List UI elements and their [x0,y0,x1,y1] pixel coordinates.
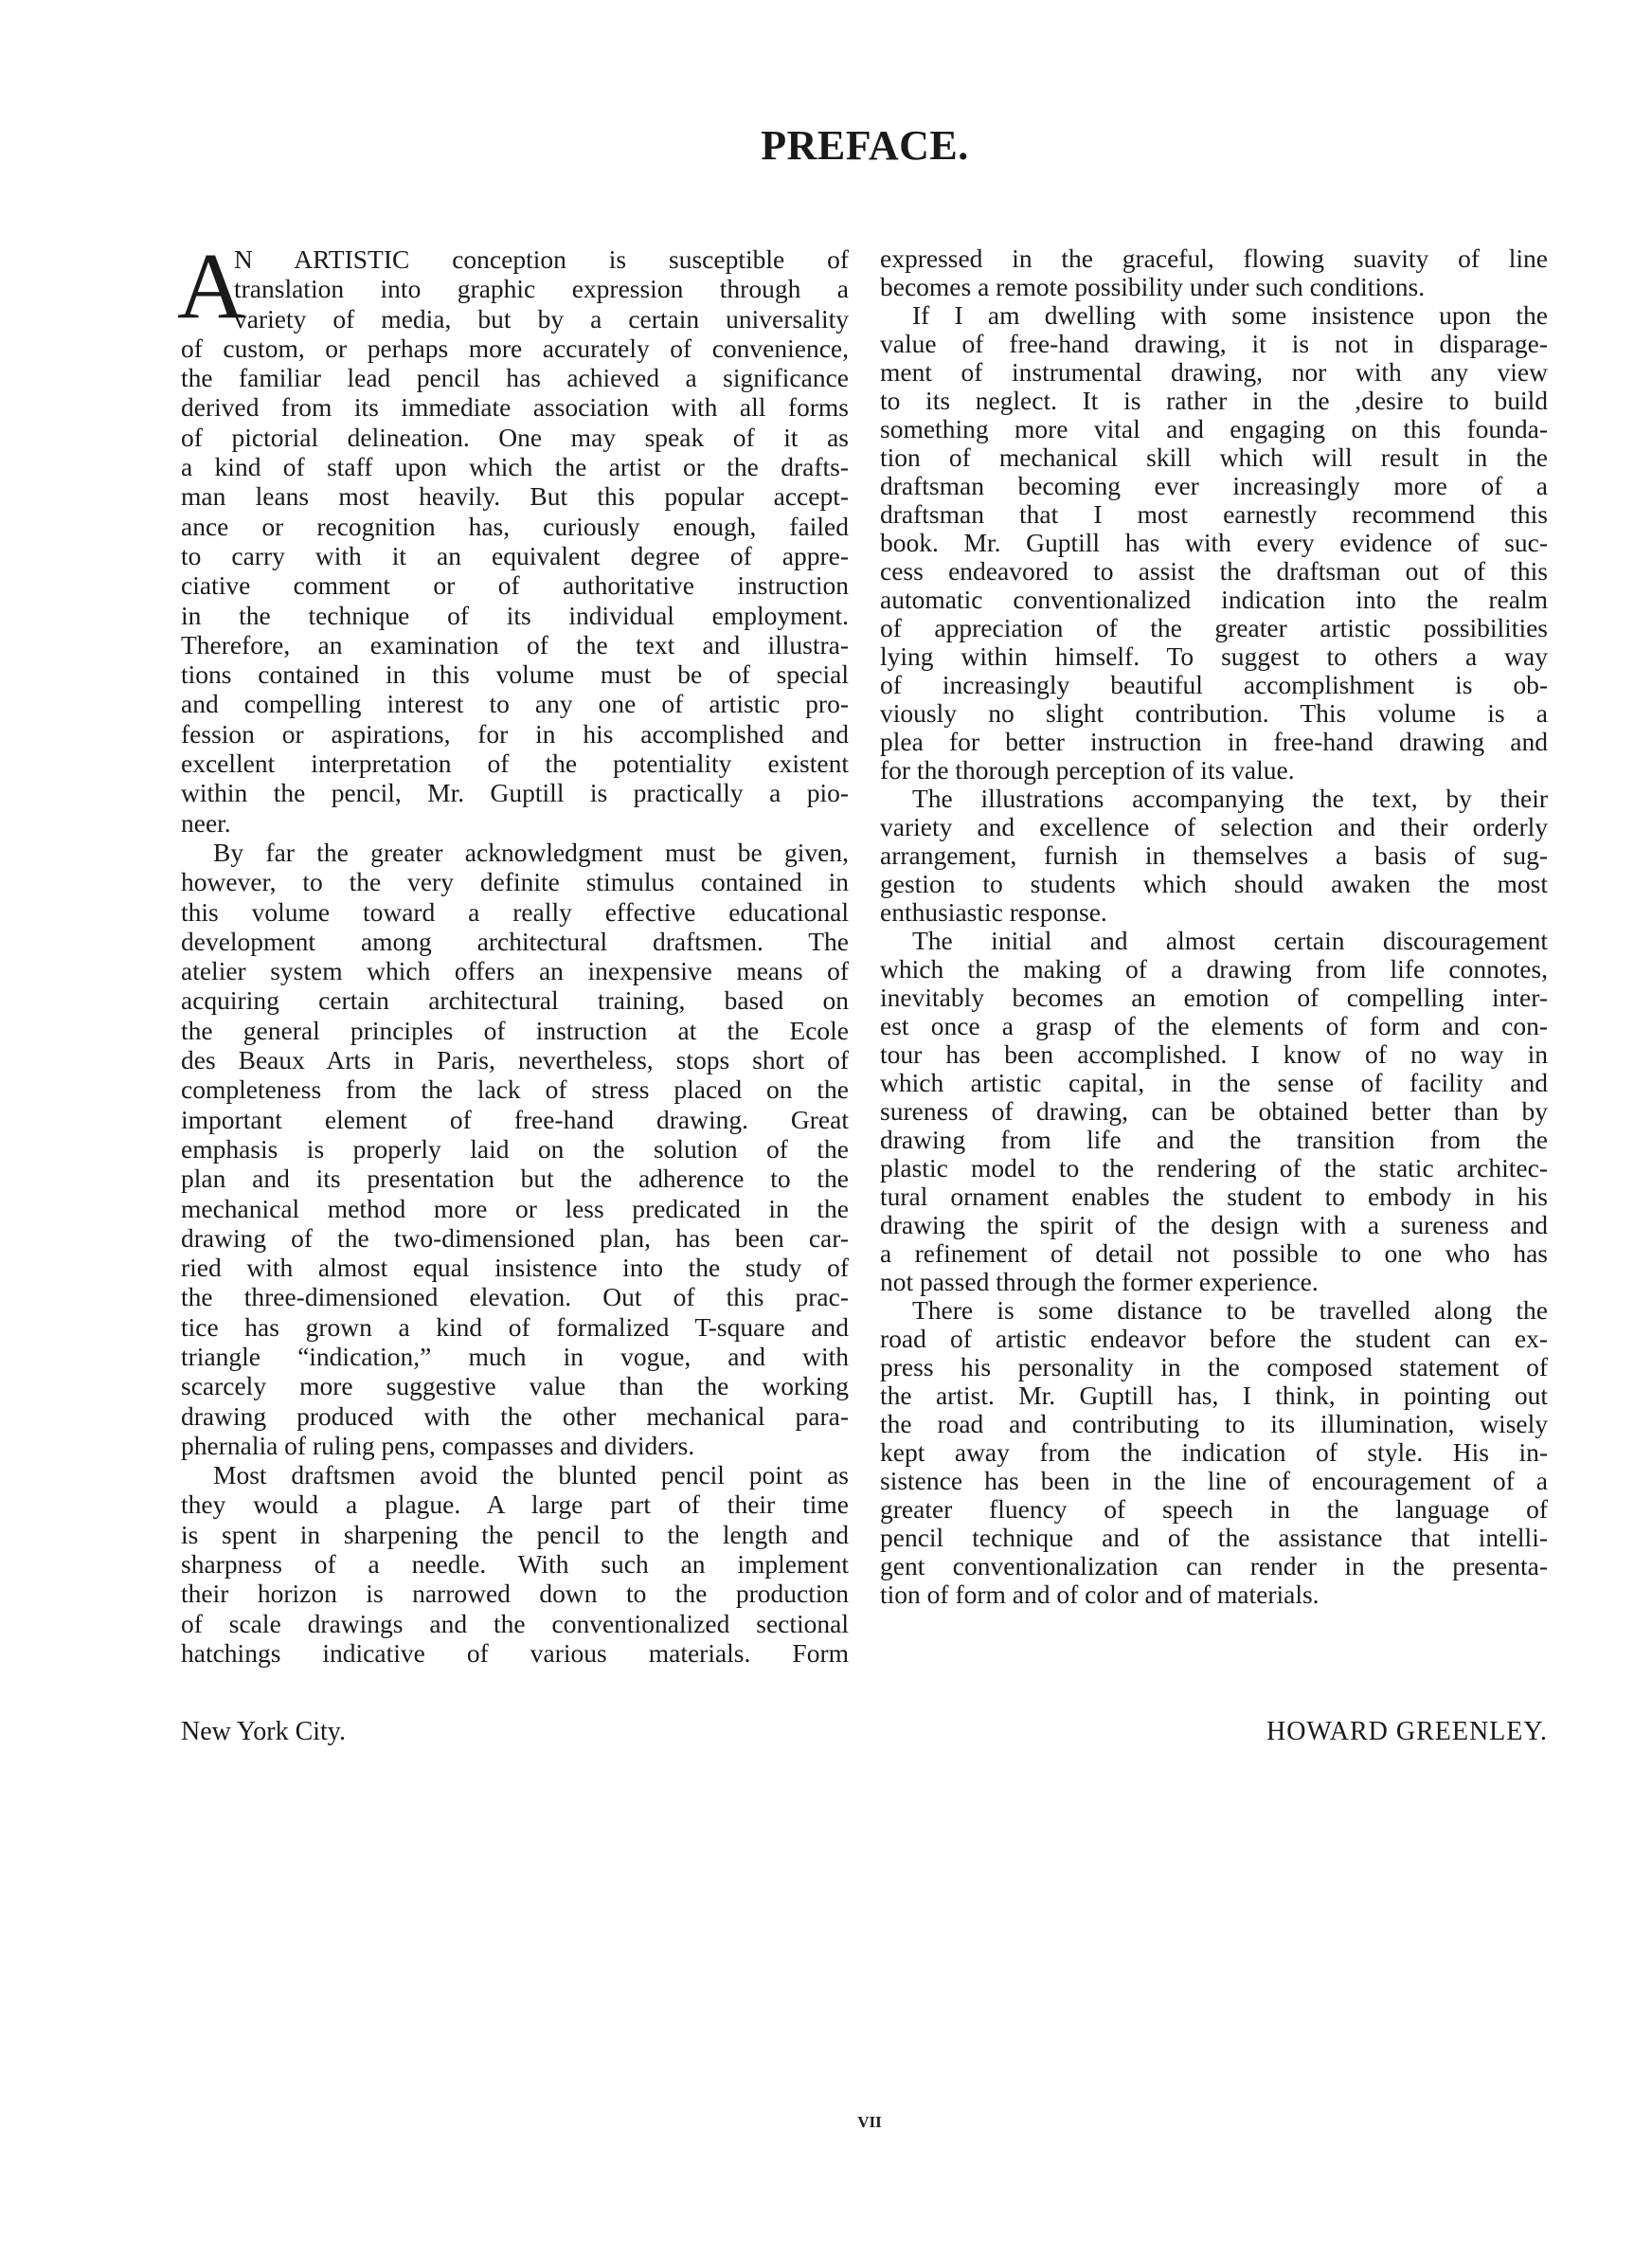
text-line: triangle “indication,” much in vogue, and with [181,1341,849,1371]
text-line: sureness of drawing, can be obtained better than by [880,1096,1548,1126]
text-line: not passed through the former experience. [880,1267,1319,1296]
paragraph [880,927,1548,1296]
text-line: within the pencil, Mr. Guptill is practically a pio- [181,778,849,808]
text-line: which the making of a drawing from life connotes, [880,954,1548,984]
text-line: If I am dwelling with some insistence upon the [912,300,1548,330]
text-line: drawing of the two-dimensioned plan, has been car- [181,1222,849,1253]
text-line: The illustrations accompanying the text, by their [912,784,1548,813]
text-line: cess endeavored to assist the draftsman out of this [880,556,1548,586]
text-line: of increasingly beautiful accomplishment is ob- [880,670,1548,699]
text-line: phernalia of ruling pens, compasses and dividers. [181,1430,695,1460]
text-line: draftsman that I most earnestly recommend this [880,499,1548,529]
right-column [880,244,1548,1609]
signature-author: HOWARD GREENLEY. [1266,1717,1548,1746]
text-line: mechanical method more or less predicated in the [181,1193,849,1223]
text-line: of custom, or perhaps more accurately of convenience, [181,333,849,363]
text-line: sistence has been in the line of encouragement of a [880,1466,1548,1495]
text-line: expressed in the graceful, flowing suavity of line [880,244,1548,273]
text-line: value of free-hand drawing, it is not in disparage- [880,329,1548,358]
text-line: the familiar lead pencil has achieved a significance [181,363,849,393]
text-line: which artistic capital, in the sense of facility and [880,1068,1548,1097]
text-line: this volume toward a really effective educational [181,896,849,927]
text-line: derived from its immediate association with all forms [181,392,849,423]
text-line: excellent interpretation of the potentiality existent [181,749,849,779]
paragraph [880,785,1548,927]
left-column [177,233,849,1668]
text-line: By far the greater acknowledgment must be given, [213,837,849,867]
text-line: automatic conventionalized indication into the realm [880,585,1548,614]
page-number: VII [857,2113,882,2131]
text-line: of appreciation of the greater artistic possibilities [880,613,1548,642]
text-line: plan and its presentation but the adherence to the [181,1164,849,1194]
text-line: plastic model to the rendering of the static architec- [880,1153,1548,1183]
paragraph [181,1460,849,1668]
text-line: drawing the spirit of the design with a sureness and [880,1210,1548,1239]
text-line: acquiring certain architectural training, based on [181,985,849,1016]
text-line: tions contained in this volume must be of special [181,659,849,690]
text-line: gestion to students which should awaken the most [880,869,1548,898]
text-line: important element of free-hand drawing. Great [181,1104,849,1134]
text-line: kept away from the indication of style. His in- [880,1437,1548,1467]
text-line: tion of form and of color and of materials. [880,1580,1320,1609]
text-line: they would a plague. A large part of their time [181,1490,849,1520]
paragraph [880,301,1548,785]
text-line: of scale drawings and the conventionalized sectional [181,1608,849,1638]
text-line: for the thorough perception of its value. [880,755,1295,785]
paragraph [181,838,849,1460]
text-line: to carry with it an equivalent degree of appre- [181,540,849,570]
text-line: There is some distance to be travelled along the [912,1295,1548,1325]
text-line: lying within himself. To suggest to others a way [880,641,1548,671]
signature-place: New York City. [181,1717,346,1746]
text-line: road of artistic endeavor before the student can ex- [880,1324,1548,1353]
text-line: enthusiastic response. [880,897,1107,927]
text-line: the road and contributing to its illumination, wisely [880,1409,1548,1438]
text-line: completeness from the lack of stress placed on the [181,1074,849,1105]
paragraph [880,1296,1548,1609]
text-line: a kind of staff upon which the artist or the drafts- [181,452,849,482]
text-line: The initial and almost certain discouragement [912,926,1548,955]
text-line: press his personality in the composed statement of [880,1352,1548,1381]
text-line: variety and excellence of selection and their orderly [880,812,1548,841]
text-line: gent conventionalization can render in the presenta- [880,1551,1548,1580]
text-line: greater fluency of speech in the language of [880,1494,1548,1524]
text-line: ried with almost equal insistence into the study of [181,1253,849,1283]
drop-cap: A [177,233,246,338]
text-line: however, to the very definite stimulus contained in [181,867,849,897]
text-line: to its neglect. It is rather in the ,desire to build [880,386,1548,415]
text-line: neer. [181,807,231,838]
text-line: arrangement, furnish in themselves a basis of sug- [880,840,1548,870]
paragraph [880,244,1548,301]
text-line: tion of mechanical skill which will result in the [880,442,1548,472]
text-line: tural ornament enables the student to embody in his [880,1182,1548,1211]
text-line: atelier system which offers an inexpensive means of [181,956,849,986]
text-line: ment of instrumental drawing, nor with any view [880,357,1548,387]
text-line: variety of media, but by a certain universality [234,303,849,334]
text-line: pencil technique and of the assistance that intelli- [880,1523,1548,1552]
text-line: Most draftsmen avoid the blunted pencil point as [213,1460,849,1490]
text-line: tice has grown a kind of formalized T-square and [181,1311,849,1342]
text-line: tour has been accomplished. I know of no way in [880,1039,1548,1069]
text-line: in the technique of its individual employment. [181,600,849,630]
text-line: is spent in sharpening the pencil to the length and [181,1519,849,1549]
paragraph [181,244,849,838]
text-line: translation into graphic expression through a [234,274,849,304]
text-line: est once a grasp of the elements of form and con- [880,1011,1548,1040]
text-line: the general principles of instruction at the Ecole [181,1015,849,1045]
text-line: Therefore, an examination of the text and illustra- [181,629,849,659]
text-line: N ARTISTIC conception is susceptible of [234,244,849,274]
text-line: inevitably becomes an emotion of compelling inter- [880,983,1548,1012]
text-line: fession or aspirations, for in his accomplished and [181,718,849,749]
text-line: viously no slight contribution. This volume is a [880,698,1548,728]
text-line: of pictorial delineation. One may speak of it as [181,422,849,452]
text-line: the artist. Mr. Guptill has, I think, in pointing out [880,1381,1548,1410]
text-line: hatchings indicative of various materials. Form [181,1637,849,1668]
text-line: the three-dimensioned elevation. Out of this prac- [181,1282,849,1312]
text-line: becomes a remote possibility under such conditions. [880,272,1426,301]
text-line: something more vital and engaging on this founda- [880,414,1548,443]
text-line: a refinement of detail not possible to one who has [880,1238,1548,1268]
text-line: emphasis is properly laid on the solution of the [181,1133,849,1164]
text-line: draftsman becoming ever increasingly more of a [880,471,1548,500]
text-line: development among architectural draftsmen. The [181,926,849,956]
text-line: scarcely more suggestive value than the working [181,1371,849,1401]
text-line: ciative comment or of authoritative instruction [181,570,849,601]
page-title: PREFACE. [761,122,969,169]
text-line: and compelling interest to any one of artistic pro- [181,689,849,719]
text-line: des Beaux Arts in Paris, nevertheless, stops short of [181,1045,849,1075]
text-line: ance or recognition has, curiously enough, failed [181,511,849,541]
text-line: drawing from life and the transition from the [880,1125,1548,1154]
text-line: plea for better instruction in free-hand drawing and [880,727,1548,756]
text-line: drawing produced with the other mechanical para- [181,1400,849,1431]
text-line: book. Mr. Guptill has with every evidence of suc- [880,528,1548,557]
text-line: man leans most heavily. But this popular accept- [181,481,849,512]
text-line: sharpness of a needle. With such an implement [181,1549,849,1580]
text-line: their horizon is narrowed down to the production [181,1579,849,1609]
